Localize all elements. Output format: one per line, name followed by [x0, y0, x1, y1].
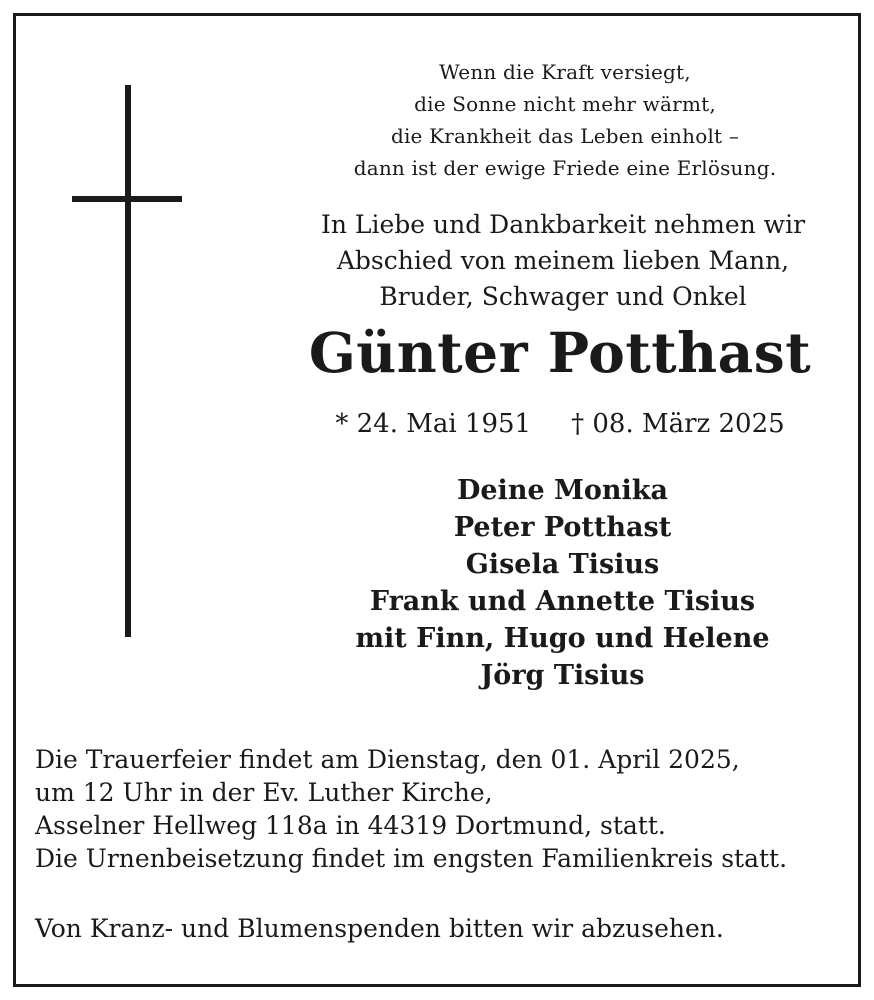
- family-member: Gisela Tisius: [465, 549, 660, 580]
- family-member: Frank und Annette Tisius: [369, 586, 756, 617]
- intro-text: [278, 207, 848, 315]
- poem-line: Wenn die Kraft versiegt,: [439, 60, 691, 84]
- funeral-info: [35, 743, 855, 875]
- cross-vertical-bar: [125, 85, 131, 637]
- cross-horizontal-bar: [72, 196, 182, 202]
- family-signatures: [280, 472, 845, 694]
- deceased-name: Günter Potthast: [308, 320, 812, 385]
- funeral-line: Asselner Hellweg 118a in 44319 Dortmund, statt.: [35, 811, 666, 840]
- poem-line: die Krankheit das Leben einholt –: [390, 124, 740, 148]
- poem-line: dann ist der ewige Friede eine Erlösung.: [353, 156, 777, 180]
- family-member: mit Finn, Hugo und Helene: [355, 623, 770, 654]
- family-member: Jörg Tisius: [480, 660, 645, 691]
- intro-line: Bruder, Schwager und Onkel: [379, 282, 747, 311]
- funeral-line: um 12 Uhr in der Ev. Luther Kirche,: [35, 778, 493, 807]
- funeral-line: Die Trauerfeier findet am Dienstag, den 01. April 2025,: [35, 745, 740, 774]
- birth-date: * 24. Mai 1951: [335, 409, 532, 439]
- intro-line: In Liebe und Dankbarkeit nehmen wir: [320, 210, 806, 239]
- flowers-note: Von Kranz- und Blumenspenden bitten wir abzusehen.: [35, 914, 724, 943]
- life-dates: [290, 404, 830, 444]
- intro-line: Abschied von meinem lieben Mann,: [336, 246, 790, 275]
- poem: [300, 56, 830, 184]
- funeral-line: Die Urnenbeisetzung findet im engsten Familienkreis statt.: [35, 844, 788, 873]
- family-member: Deine Monika: [456, 475, 669, 506]
- death-date: † 08. März 2025: [571, 409, 785, 439]
- family-member: Peter Potthast: [453, 512, 672, 543]
- poem-line: die Sonne nicht mehr wärmt,: [414, 92, 716, 116]
